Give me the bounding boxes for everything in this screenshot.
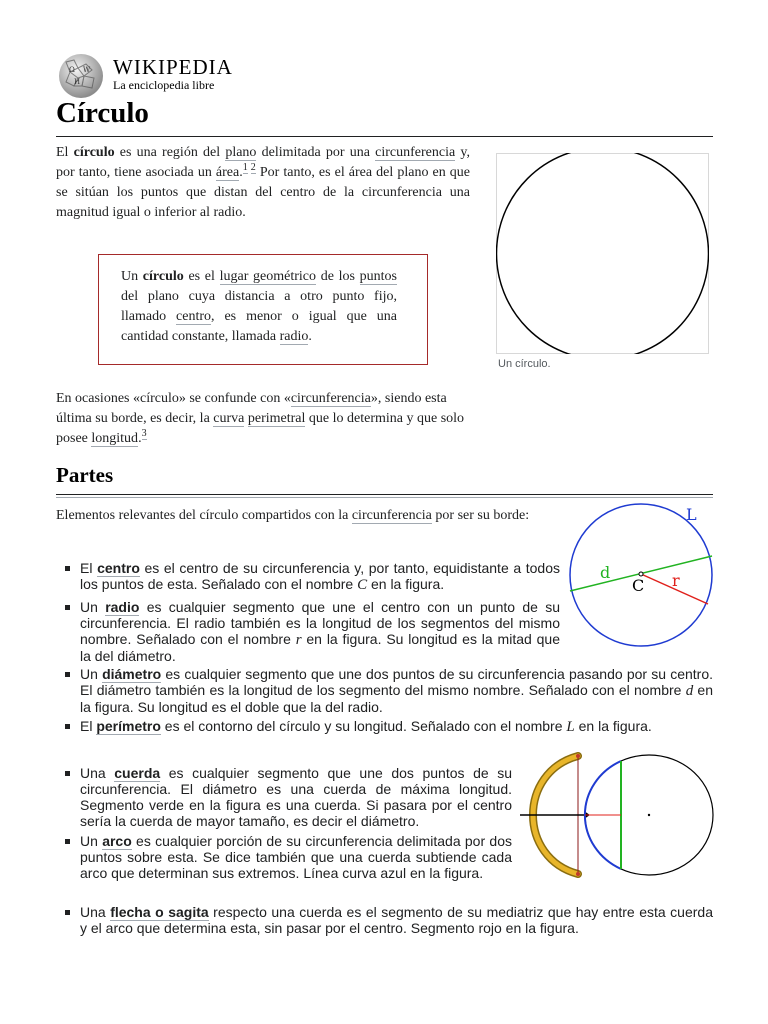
link-circunferencia-2[interactable]: circunferencia xyxy=(290,391,371,406)
parts-list-3 xyxy=(56,765,512,881)
label-r: r xyxy=(672,571,680,590)
section-divider xyxy=(56,494,713,495)
figure-chord-arc[interactable] xyxy=(518,752,714,878)
parts-list xyxy=(56,560,560,664)
link-plano[interactable]: plano xyxy=(225,145,257,160)
parts-list-2 xyxy=(56,666,713,735)
term-perimetro[interactable]: perímetro xyxy=(96,718,161,734)
figure-circle[interactable] xyxy=(496,153,709,354)
label-d: d xyxy=(600,563,611,582)
definition-box xyxy=(98,254,428,365)
svg-text:Ω: Ω xyxy=(69,66,75,74)
list-item: Un arco es cualquier porción de su circunferencia delimitada por dos puntos sobre esta. Se dice también que una cuerda subtiende cada arco que determinan sus extremos. Línea curva azul en la figura. xyxy=(56,833,512,881)
link-lugar-geometrico[interactable]: lugar geométrico xyxy=(219,269,317,284)
term-diametro[interactable]: diámetro xyxy=(102,666,162,682)
wikipedia-globe-icon[interactable] xyxy=(56,52,106,100)
ref-1[interactable]: 1 xyxy=(242,162,248,174)
circle-image xyxy=(496,153,709,354)
term-flecha-sagita[interactable]: flecha o sagita xyxy=(110,904,209,920)
link-circunferencia[interactable]: circunferencia xyxy=(375,145,456,160)
term-circulo: círculo xyxy=(73,145,115,160)
tagline: La enciclopedia libre xyxy=(113,78,215,92)
link-circunferencia-3[interactable]: circunferencia xyxy=(351,508,432,523)
wordmark[interactable]: WIKIPEDIA xyxy=(113,55,233,79)
section-heading-partes: Partes xyxy=(56,463,114,487)
link-curva[interactable]: curva xyxy=(213,411,245,426)
term-cuerda[interactable]: cuerda xyxy=(114,765,161,781)
ref-2[interactable]: 2 xyxy=(250,162,256,174)
parts-list-4 xyxy=(56,904,713,936)
list-item: Un radio es cualquier segmento que une el centro con un punto de su circunferencia. El radio también es la longitud de los segmentos del mismo nombre. Señalado con el nombre r en la figura. Su longitud es la mitad que la del diámetro. xyxy=(56,599,560,664)
svg-text:И: И xyxy=(74,78,81,86)
partes-intro: Elementos relevantes del círculo compartidos con la circunferencia por ser su borde: xyxy=(56,508,530,523)
page-title: Círculo xyxy=(56,97,149,129)
list-item: El centro es el centro de su circunferencia y, por tanto, equidistante a todos los puntos de esta. Señalado con el nombre C en la figura. xyxy=(56,560,560,593)
list-item: Una flecha o sagita respecto una cuerda es el segmento de su mediatriz que hay entre esta cuerda y el arco que determina esta, sin pasar por el centro. Segmento rojo en la figura. xyxy=(56,904,713,936)
link-perimetral[interactable]: perimetral xyxy=(247,411,306,426)
section-divider-2 xyxy=(56,497,713,498)
site-header xyxy=(56,52,256,100)
definition-text: Un círculo es el lugar geométrico de los puntos del plano cuya distancia a otro punto fijo, llamado centro, es menor o igual que una cantidad constante, llamada radio. xyxy=(121,269,397,344)
link-radio[interactable]: radio xyxy=(279,329,309,344)
svg-text:W: W xyxy=(83,66,91,74)
note-paragraph: En ocasiones «círculo» se confunde con «circunferencia», siendo esta última su borde, es decir, la curva perimetral que lo determina y que solo posee longitud.$^3$ xyxy=(56,391,465,446)
link-area[interactable]: área xyxy=(215,165,240,180)
link-longitud[interactable]: longitud xyxy=(91,431,139,446)
figure-caption: Un círculo. xyxy=(498,358,551,370)
figure-circle-parts[interactable] xyxy=(566,502,716,648)
term-centro[interactable]: centro xyxy=(97,560,140,576)
label-L: L xyxy=(686,505,697,524)
term-arco[interactable]: arco xyxy=(102,833,132,849)
intro-paragraph: El círculo es una región del plano delimitada por una circunferencia y, por tanto, tiene asociada un área.$^{1 2}$ Por tanto, es el área del plano en que se sitúan los puntos que distan del centro de la circunferencia una magnitud igual o inferior al radio. xyxy=(56,145,471,220)
title-divider xyxy=(56,136,713,137)
link-centro[interactable]: centro xyxy=(176,309,212,324)
label-C: C xyxy=(632,576,645,595)
list-item: El perímetro es el contorno del círculo y su longitud. Señalado con el nombre L en la figura. xyxy=(56,718,713,735)
link-puntos[interactable]: puntos xyxy=(359,269,397,284)
ref-3[interactable]: 3 xyxy=(141,428,147,440)
list-item: Un diámetro es cualquier segmento que une dos puntos de su circunferencia pasando por su centro. El diámetro también es la longitud de los segmento del mismo nombre. Señalado con el nombre d en la figura. Su longitud es el doble que la del radio. xyxy=(56,666,713,715)
term-radio[interactable]: radio xyxy=(105,599,140,615)
list-item: Una cuerda es cualquier segmento que une dos puntos de su circunferencia. El diámetro es una cuerda de máxima longitud. Segmento verde en la figura es una cuerda. Si pasara por el centro sería la cuerda de mayor tamaño, es decir el diámetro. xyxy=(56,765,512,829)
